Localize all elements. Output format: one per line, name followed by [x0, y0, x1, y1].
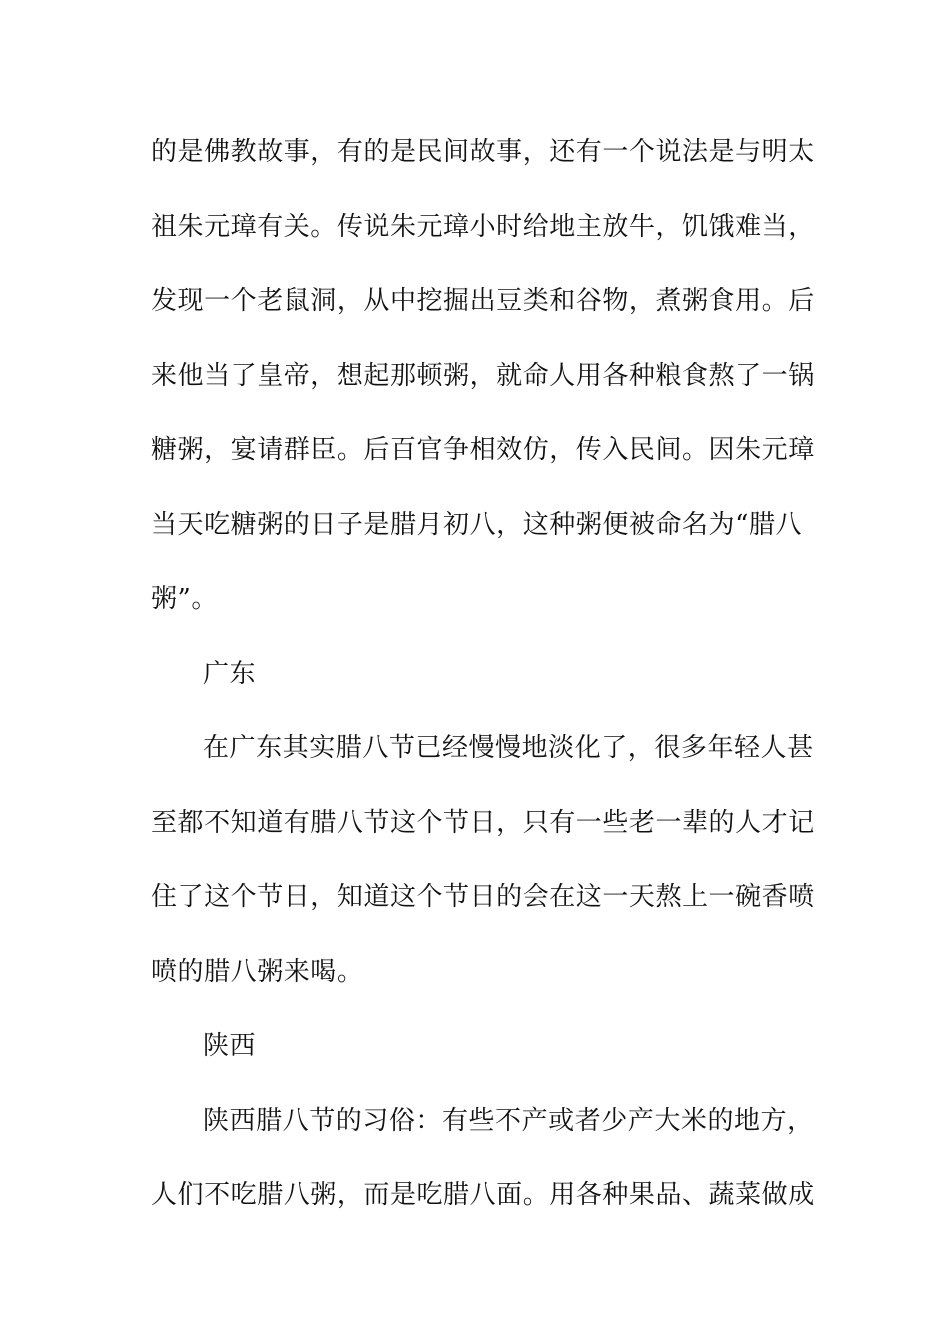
paragraph-line: 来他当了皇帝，想起那顿粥，就命人用各种粮食熬了一锅: [151, 360, 815, 391]
paragraph-line: 的是佛教故事，有的是民间故事，还有一个说法是与明太: [151, 137, 815, 167]
paragraph-line: 粥”。: [151, 584, 218, 614]
paragraph-line: 发现一个老鼠洞，从中挖掘出豆类和谷物，煮粥食用。后: [151, 286, 815, 316]
section-heading-shaanxi: 陕西: [203, 1031, 257, 1061]
paragraph-line: 在广东其实腊八节已经慢慢地淡化了，很多年轻人甚: [203, 733, 814, 763]
document-body: [151, 128, 815, 1246]
paragraph-line: 至都不知道有腊八节这个节日，只有一些老一辈的人才记: [151, 807, 815, 838]
paragraph-line: 糖粥，宴请群臣。后百官争相效仿，传入民间。因朱元璋: [151, 435, 815, 465]
section-heading-guangdong: 广东: [203, 658, 257, 689]
paragraph-line: 人们不吃腊八粥，而是吃腊八面。用各种果品、蔬菜做成: [151, 1180, 815, 1210]
paragraph-line: 住了这个节日，知道这个节日的会在这一天熬上一碗香喷: [151, 882, 815, 912]
paragraph-line: 祖朱元璋有关。传说朱元璋小时给地主放牛，饥饿难当，: [151, 211, 815, 242]
paragraph-line: 当天吃糖粥的日子是腊月初八，这种粥便被命名为“腊八: [151, 509, 803, 540]
paragraph-line: 喷的腊八粥来喝。: [151, 956, 364, 987]
paragraph-line: 陕西腊八节的习俗：有些不产或者少产大米的地方，: [203, 1105, 814, 1136]
